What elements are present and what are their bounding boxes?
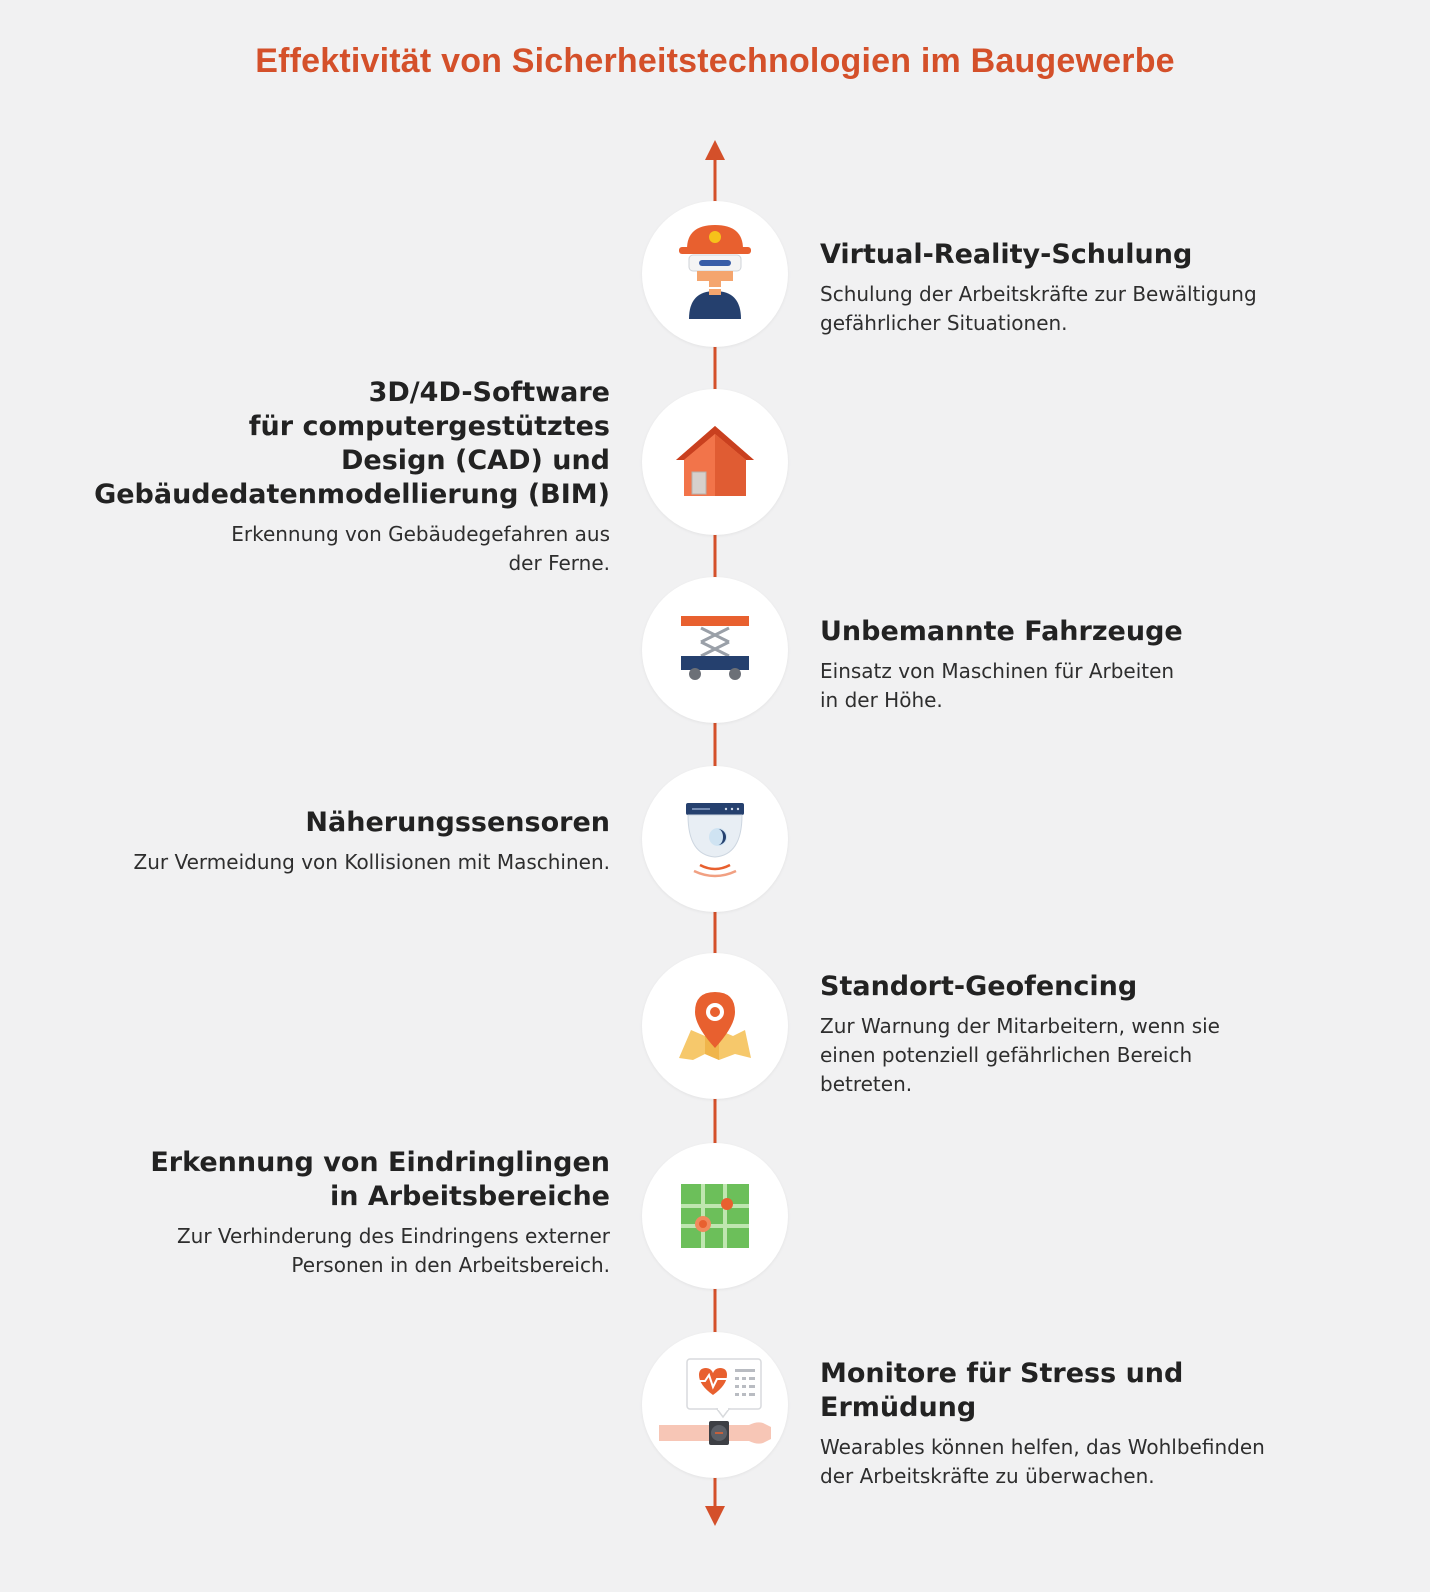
item-description: Zur Warnung der Mitarbeitern, wenn sie einen potenziell gefährlichen Bereich betreten.: [820, 1014, 1220, 1096]
item-heading: Virtual-Reality-Schulung: [820, 239, 1193, 270]
arrow-up-icon: [705, 140, 725, 160]
wearable-monitor-icon: [657, 1355, 773, 1455]
item-heading: Erkennung von Eindringlingen in Arbeitsbereiche: [150, 1147, 610, 1212]
node-cad-bim: [642, 389, 788, 535]
item-description: Zur Verhinderung des Eindringens externer Personen in den Arbeitsbereich.: [176, 1224, 610, 1277]
item-heading: Standort-Geofencing: [820, 971, 1138, 1002]
item-heading: Unbemannte Fahrzeuge: [820, 616, 1183, 647]
item-stress-monitors: [820, 1357, 1340, 1491]
item-intrusion-detection: [110, 1146, 610, 1280]
area-map-icon: [679, 1180, 751, 1252]
item-heading: Näherungssensoren: [305, 807, 610, 838]
node-unmanned-vehicles: [642, 577, 788, 723]
page-title: Effektivität von Sicherheitstechnologien im Baugewerbe: [255, 42, 1175, 80]
proximity-sensor-icon: [680, 799, 750, 879]
item-description: Einsatz von Maschinen für Arbeiten in der Höhe.: [820, 659, 1175, 712]
item-unmanned-vehicles: [820, 615, 1340, 715]
item-cad-bim: [50, 376, 610, 578]
item-geofencing: [820, 970, 1340, 1099]
item-heading: Monitore für Stress und Ermüdung: [820, 1358, 1184, 1423]
item-description: Wearables können helfen, das Wohlbefinden der Arbeitskräfte zu überwachen.: [820, 1435, 1265, 1488]
vr-headset-worker-icon: [675, 219, 755, 329]
item-description: Zur Vermeidung von Kollisionen mit Maschinen.: [133, 850, 610, 874]
item-heading: 3D/4D-Software für computergestütztes Design (CAD) und Gebäudedatenmodellierung (BIM): [94, 377, 610, 510]
map-pin-icon: [675, 986, 755, 1066]
node-stress-monitors: [642, 1332, 788, 1478]
node-proximity-sensors: [642, 766, 788, 912]
node-vr: [642, 201, 788, 347]
arrow-down-icon: [705, 1506, 725, 1526]
item-description: Schulung der Arbeitskräfte zur Bewältigung gefährlicher Situationen.: [820, 282, 1257, 335]
scissor-lift-icon: [675, 610, 755, 690]
node-geofencing: [642, 953, 788, 1099]
item-description: Erkennung von Gebäudegefahren aus der Ferne.: [231, 522, 610, 575]
house-icon: [670, 420, 760, 504]
node-intrusion-detection: [642, 1143, 788, 1289]
item-proximity-sensors: [110, 806, 610, 877]
item-vr-training: [820, 238, 1340, 338]
